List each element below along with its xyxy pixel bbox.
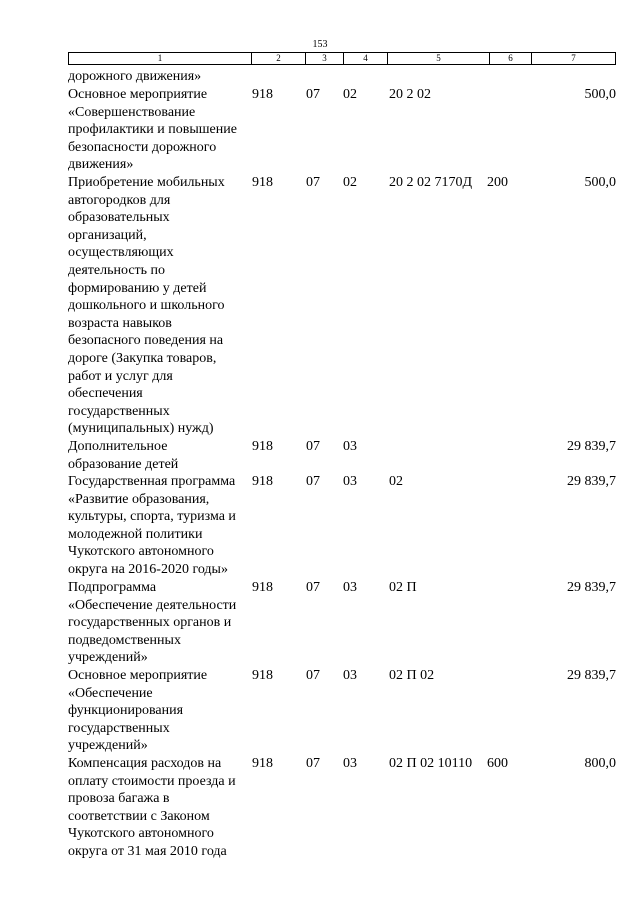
header-col-1: 1 bbox=[157, 53, 163, 63]
row-section-code: 07 bbox=[306, 756, 320, 771]
page-number: 153 bbox=[312, 39, 328, 50]
row-section-code: 07 bbox=[306, 87, 320, 102]
table-row bbox=[68, 755, 616, 861]
table-row bbox=[68, 473, 616, 579]
header-col-4: 4 bbox=[343, 53, 387, 64]
table-row bbox=[68, 667, 616, 755]
row-amount: 29 839,7 bbox=[567, 580, 616, 595]
row-target-code: 20 2 02 7170Д bbox=[389, 175, 473, 190]
table-row bbox=[68, 174, 616, 438]
row-amount: 500,0 bbox=[584, 175, 616, 190]
row-section-code: 07 bbox=[306, 474, 320, 489]
row-target-code: 02 П 02 10110 bbox=[389, 756, 473, 771]
row-ministry-code: 918 bbox=[252, 756, 273, 771]
header-col-7: 7 bbox=[531, 53, 615, 64]
row-name: Приобретение мобильных автогородков для образовательных организаций, осуществляющих деятельность по формированию у детей дошкольного и школьного возраста навыков безопасного поведения на дороге (Закупка товаров, работ и услуг для обеспечения государственных (муниципальных) нужд) bbox=[68, 175, 225, 437]
row-subsection-code: 03 bbox=[343, 474, 357, 489]
row-subsection-code: 03 bbox=[343, 580, 357, 595]
table-row bbox=[68, 438, 616, 473]
row-expense-type: 200 bbox=[487, 175, 508, 190]
header-col-5: 5 bbox=[387, 53, 489, 64]
row-target-code: 02 П bbox=[389, 580, 417, 595]
table-row bbox=[68, 579, 616, 667]
row-subsection-code: 03 bbox=[343, 756, 357, 771]
row-amount: 29 839,7 bbox=[567, 439, 616, 454]
row-name: Компенсация расходов на оплату стоимости проезда и провоза багажа в соответствии с Законом Чукотского автономного округа от 31 мая 2010 года bbox=[68, 756, 236, 859]
row-amount: 500,0 bbox=[584, 87, 616, 102]
row-amount: 29 839,7 bbox=[567, 668, 616, 683]
header-col-6: 6 bbox=[489, 53, 531, 64]
row-target-code: 02 bbox=[389, 474, 403, 489]
row-ministry-code: 918 bbox=[252, 175, 273, 190]
row-name: Государственная программа «Развитие образования, культуры, спорта, туризма и молодежной политики Чукотского автономного округа на 2016-2020 годы» bbox=[68, 474, 236, 577]
row-amount: 29 839,7 bbox=[567, 474, 616, 489]
row-name: Дополнительное образование детей bbox=[68, 439, 179, 472]
table-header bbox=[68, 52, 616, 65]
row-section-code: 07 bbox=[306, 580, 320, 595]
row-name: Основное мероприятие «Обеспечение функционирования государственных учреждений» bbox=[68, 668, 208, 754]
row-subsection-code: 03 bbox=[343, 668, 357, 683]
row-target-code: 20 2 02 bbox=[389, 87, 431, 102]
row-ministry-code: 918 bbox=[252, 87, 273, 102]
row-ministry-code: 918 bbox=[252, 668, 273, 683]
row-subsection-code: 03 bbox=[343, 439, 357, 454]
row-name: Подпрограмма «Обеспечение деятельности государственных органов и подведомственных учреждений» bbox=[68, 580, 237, 666]
row-subsection-code: 02 bbox=[343, 175, 357, 190]
table-row bbox=[68, 68, 616, 86]
row-section-code: 07 bbox=[306, 175, 320, 190]
row-ministry-code: 918 bbox=[252, 474, 273, 489]
row-ministry-code: 918 bbox=[252, 580, 273, 595]
row-ministry-code: 918 bbox=[252, 439, 273, 454]
row-subsection-code: 02 bbox=[343, 87, 357, 102]
row-expense-type: 600 bbox=[487, 756, 508, 771]
table-row bbox=[68, 86, 616, 174]
row-name: Основное мероприятие «Совершенствование профилактики и повышение безопасности дорожного движения» bbox=[68, 87, 237, 173]
row-section-code: 07 bbox=[306, 439, 320, 454]
header-col-3: 3 bbox=[305, 53, 343, 64]
row-target-code: 02 П 02 bbox=[389, 668, 435, 683]
header-col-2: 2 bbox=[251, 53, 305, 64]
budget-table bbox=[68, 68, 616, 861]
row-amount: 800,0 bbox=[584, 756, 616, 771]
row-section-code: 07 bbox=[306, 668, 320, 683]
row-name: дорожного движения» bbox=[68, 69, 202, 84]
